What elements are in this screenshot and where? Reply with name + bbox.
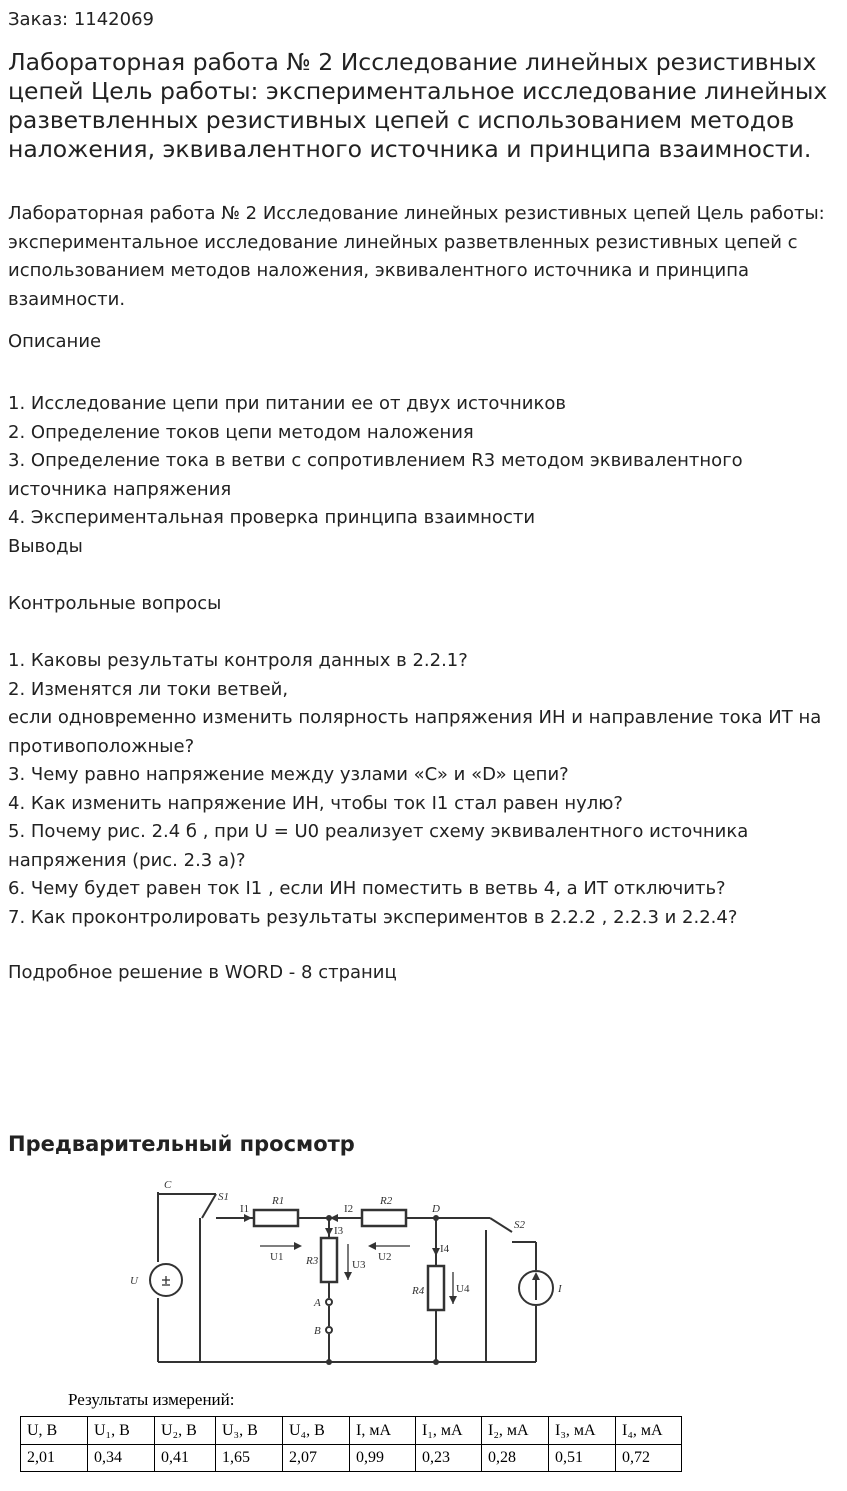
table-cell: 0,72 [616,1445,682,1472]
u3-label: U3 [352,1259,366,1271]
table-cell: 2,01 [21,1445,88,1472]
table-header-cell: I₁, мА [416,1417,482,1445]
table-header-cell: U₁, В [88,1417,155,1445]
preview-heading: Предварительный просмотр [8,1132,355,1156]
task-item: 1. Исследование цепи при питании ее от двух источников [8,393,566,414]
page-title: Лабораторная работа № 2 Исследование линейных резистивных цепей Цель работы: экспериментальное исследование линейных разветвленных резистивных цепей с использованием методов наложения, эквивалентного источника и принципа взаимности. [8,48,828,163]
questions-label: Контрольные вопросы [8,593,222,614]
table-row [21,1445,682,1472]
solution-note: Подробное решение в WORD - 8 страниц [8,962,397,983]
i1-label: I1 [240,1203,250,1215]
task-item: 4. Экспериментальная проверка принципа взаимности [8,507,536,528]
circuit-diagram [120,1172,580,1372]
question-item: 3. Чему равно напряжение между узлами «C» и «D» цепи? [8,764,569,785]
conclusions-label: Выводы [8,535,83,557]
table-cell: 0,99 [350,1445,416,1472]
description-label: Описание [8,331,102,352]
node-c-label: C [164,1179,172,1191]
question-item: 1. Каковы результаты контроля данных в 2.2.1? [8,650,468,671]
i2-label: I2 [344,1203,354,1215]
table-header-row [21,1417,682,1445]
current-source-label: I [558,1283,562,1295]
voltage-source-label: U [130,1275,138,1287]
task-item: 2. Определение токов цепи методом наложения [8,421,474,443]
table-cell: 0,51 [549,1445,616,1472]
order-number: Заказ: 1142069 [8,9,154,30]
node-b-label: B [314,1325,321,1337]
results-caption: Результаты измерений: [68,1390,235,1409]
table-header-cell: U₃, В [216,1417,283,1445]
table-cell: 1,65 [216,1445,283,1472]
intro-text: Лабораторная работа № 2 Исследование линейных резистивных цепей Цель работы: экспериментальное исследование линейных разветвленных резистивных цепей с использованием методов наложения, эквивалентного источника и принципа взаимности. [8,203,825,310]
switch-s2-label: S2 [514,1219,525,1231]
task-list [8,390,844,561]
table-header-cell: U₂, В [155,1417,216,1445]
table-header-cell: I, мА [350,1417,416,1445]
i4-label: I4 [440,1243,450,1255]
r4-label: R4 [412,1285,425,1297]
table-header-cell: U, В [21,1417,88,1445]
node-d-label: D [432,1203,440,1215]
table-cell: 0,23 [416,1445,482,1472]
table-cell: 0,34 [88,1445,155,1472]
question-item: 2. Изменятся ли токи ветвей, [8,678,289,700]
i3-label: I3 [334,1225,344,1237]
switch-s1-label: S1 [218,1191,229,1203]
u4-label: U4 [456,1283,470,1295]
u1-label: U1 [270,1251,284,1263]
question-item: 6. Чему будет равен ток I1 , если ИН поместить в ветвь 4, а ИТ отключить? [8,878,726,899]
question-item: 5. Почему рис. 2.4 б , при U = U0 реализует схему эквивалентного источника напряжения (рис. 2.3 а)? [8,821,749,871]
table-header-cell: I₂, мА [482,1417,549,1445]
table-cell: 0,28 [482,1445,549,1472]
r1-label: R1 [272,1195,285,1207]
table-header-cell: I₄, мА [616,1417,682,1445]
question-list [8,647,844,932]
results-table [20,1416,682,1472]
u2-label: U2 [378,1251,392,1263]
question-item: если одновременно изменить полярность напряжения ИН и направление тока ИТ на противоположные? [8,707,822,757]
table-cell: 0,41 [155,1445,216,1472]
question-item: 4. Как изменить напряжение ИН, чтобы ток I1 стал равен нулю? [8,792,623,814]
r2-label: R2 [380,1195,393,1207]
node-a-label: A [314,1297,321,1309]
table-header-cell: U₄, В [283,1417,350,1445]
question-item: 7. Как проконтролировать результаты экспериментов в 2.2.2 , 2.2.3 и 2.2.4? [8,906,738,928]
task-item: 3. Определение тока в ветви с сопротивлением R3 методом эквивалентного источника напряжения [8,450,743,500]
table-header-cell: I₃, мА [549,1417,616,1445]
table-cell: 2,07 [283,1445,350,1472]
r3-label: R3 [306,1255,319,1267]
